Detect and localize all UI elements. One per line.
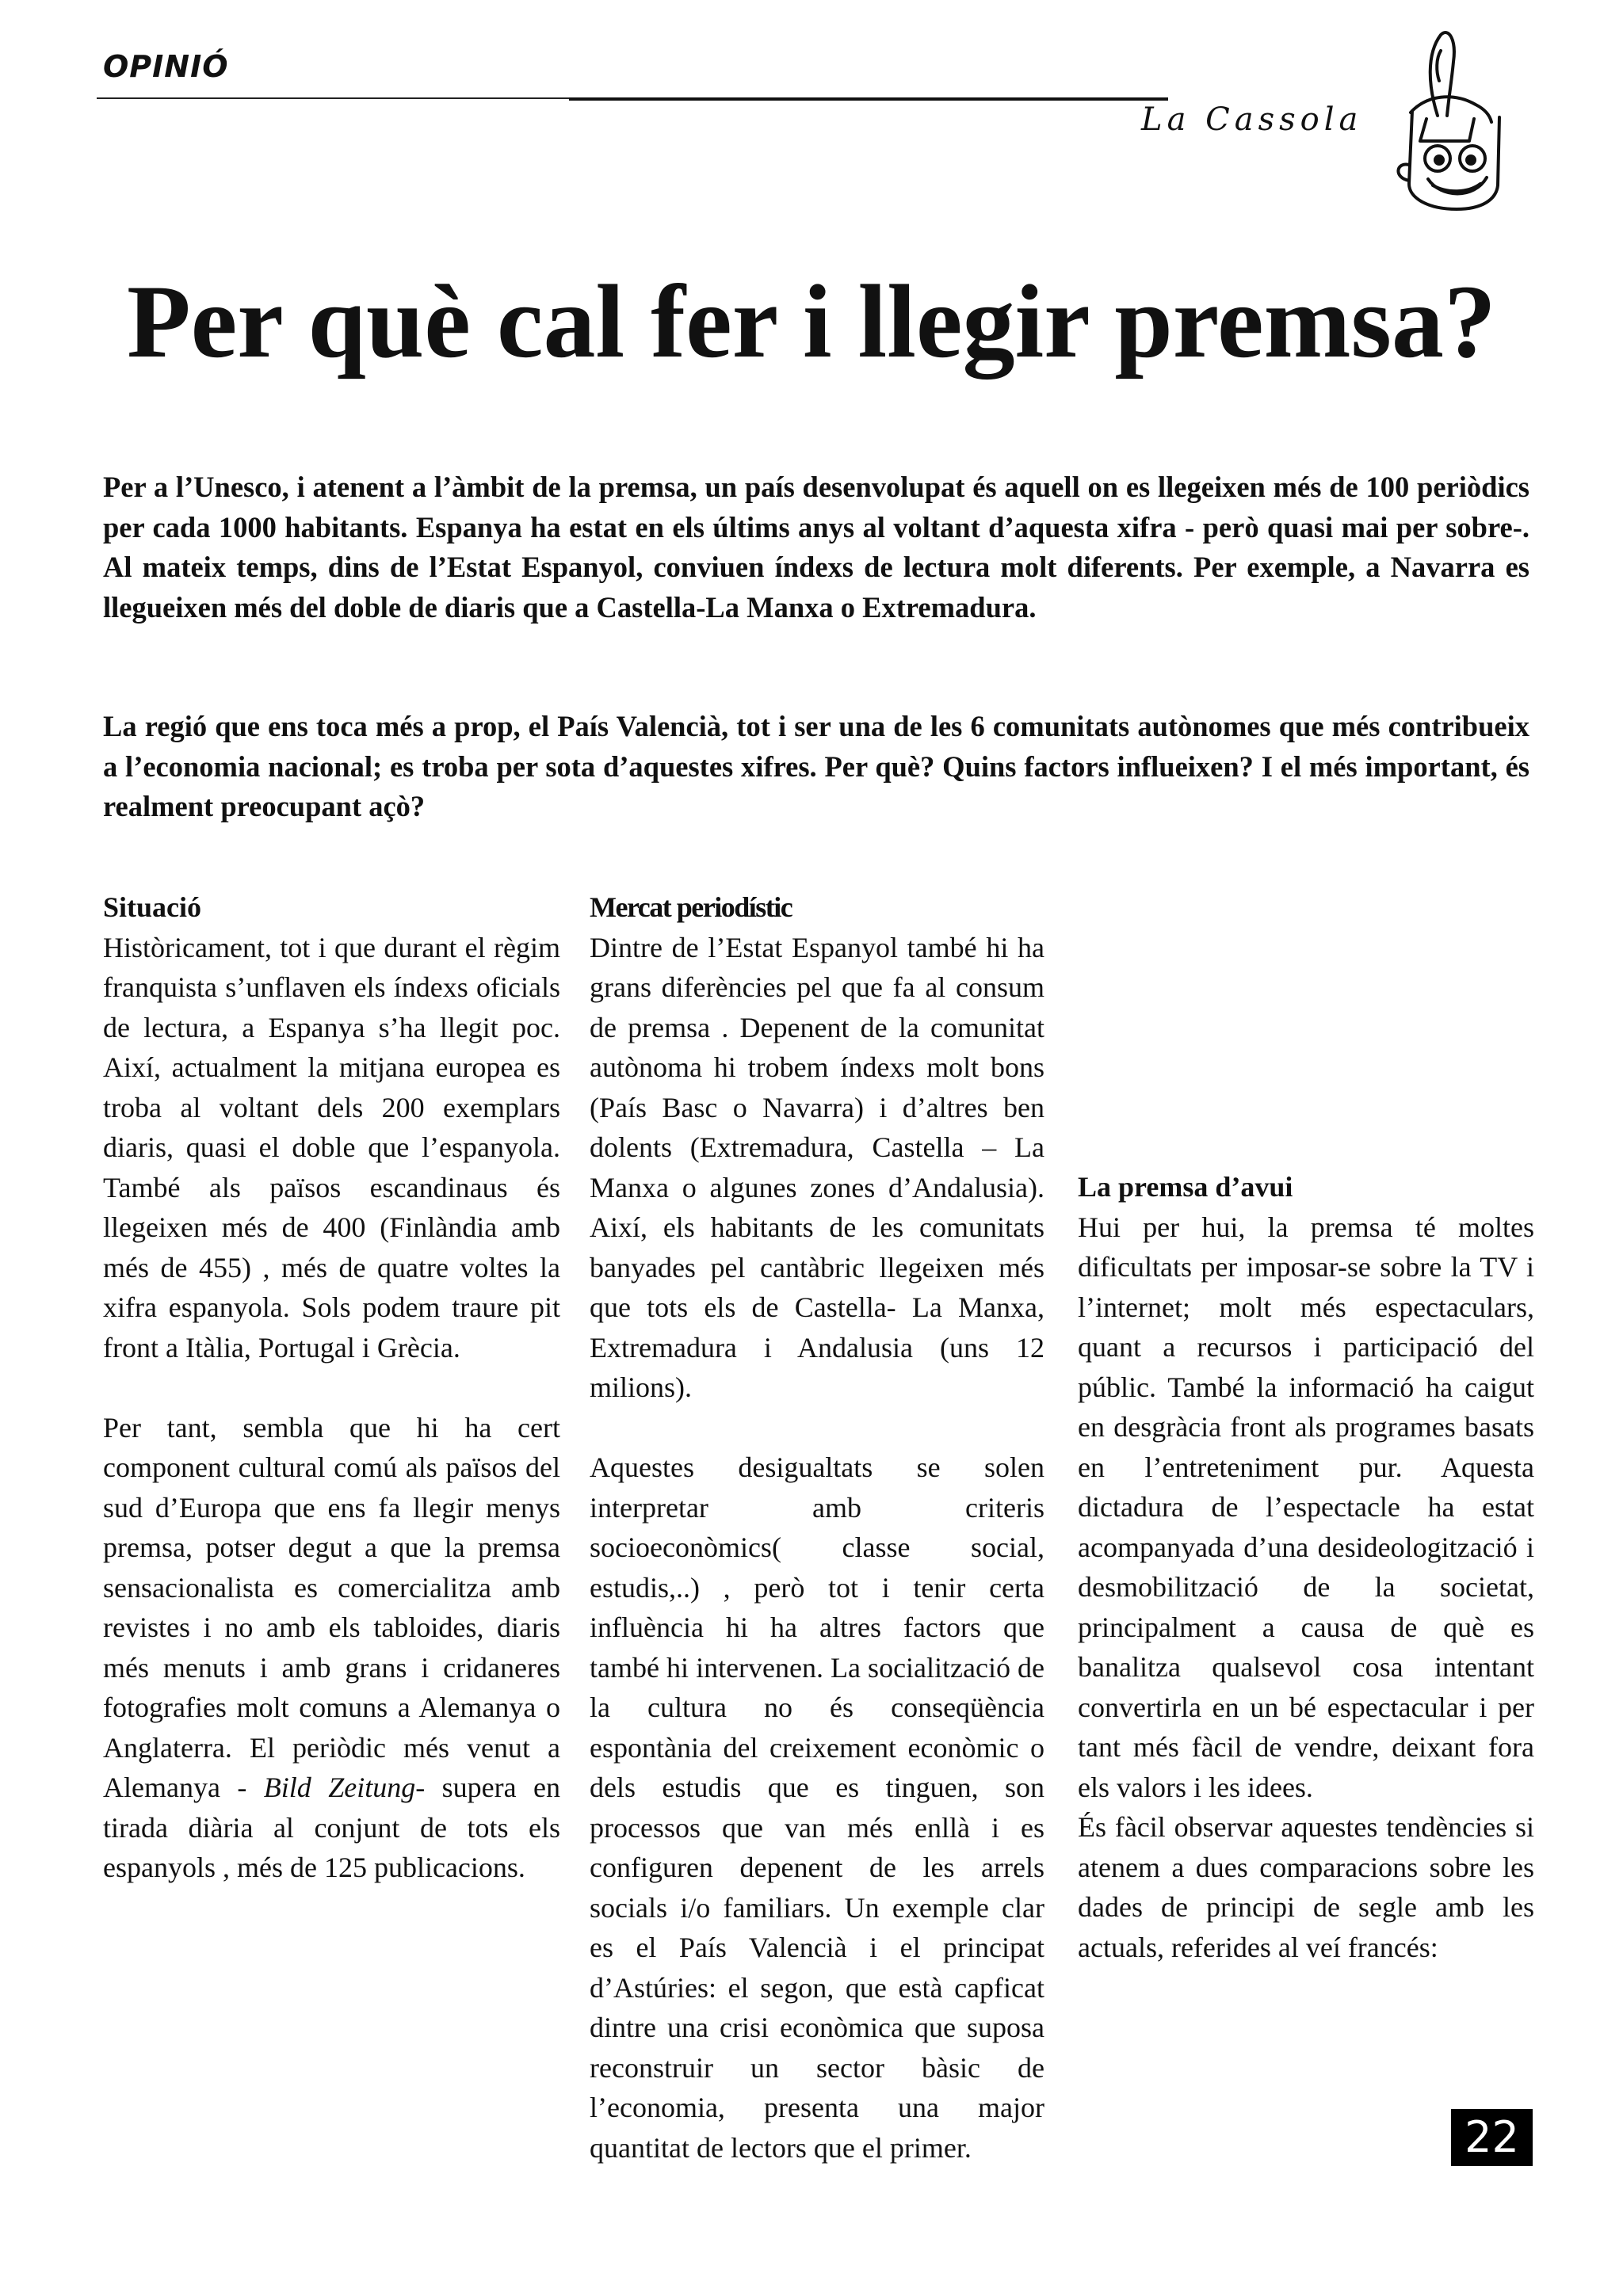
subheading-premsa-avui: La premsa d’avui [1078, 1171, 1293, 1203]
column-continuation-space [1078, 887, 1534, 1167]
body-paragraph: És fàcil observar aquestes tendències si atenem a dues comparacions sobre les dades de principi de segle amb les actuals, referides al veí francés: [1078, 1811, 1534, 1963]
lead-paragraph: Per a l’Unesco, i atenent a l’àmbit de la premsa, un país desenvolupat és aquell on es llegeixen més de 100 periòdics per cada 1000 habitants. Espanya ha estat en els últims anys al voltant d’aquesta xifra - però quasi mai per sobre-. Al mateix temps, dins de l’Estat Espanyol, conviuen índexs de lectura molt diferents. Per exemple, a Navarra es llegueixen més del doble de diaris que a Castella-La Manxa o Extremadura. [103, 471, 1529, 624]
supplement-name: La Cassola [1141, 101, 1363, 138]
page-number: 22 [1451, 2109, 1533, 2166]
paragraph-gap [590, 1408, 1044, 1448]
section-label: OPINIÓ [103, 49, 229, 84]
header-rule-right [569, 97, 1168, 101]
column-3 [1078, 887, 1534, 1967]
body-paragraph: Hui per hui, la premsa té moltes dificultats per imposar-se sobre la TV i l’internet; molt més espectaculars, quant a recursos i participació del públic. També la informació ha caigut en desgràcia front als programes basats en l’entreteniment pur. Aquesta dictadura de l’espectacle ha estat acompanyada d’una desideologització i desmobilització de la societat, principalment a causa de què es banalitza qualsevol cosa intentant convertirla en un bé espectacular i per tant més fàcil de vendre, deixant fora els valors i les idees. [1078, 1211, 1534, 1803]
body-paragraph: Històricament, tot i que durant el règim franquista s’unflaven els índexs oficials de lectura, a Espanya s’ha llegit poc. Així, actualment la mitjana europea es troba al voltant dels 200 exemplars diaris, quasi el doble que l’espanyola. També als països escandinaus és llegeixen més de 400 (Finlàndia amb més de 455) , més de quatre voltes la xifra espanyola. Sols podem traure pit front a Itàlia, Portugal i Grècia. [103, 931, 560, 1363]
subheading-mercat: Mercat periodístic [590, 891, 792, 923]
paragraph-gap [103, 1367, 560, 1408]
newspaper-name: Bild Zeitung [263, 1772, 416, 1803]
header-rule-left [97, 97, 569, 99]
cassola-mascot-icon [1381, 22, 1515, 220]
subheading-situacio: Situació [103, 891, 202, 923]
body-text: - supera en tirada diària al conjunt de tots els espanyols , més de 125 publicacions. [103, 1772, 561, 1883]
article-title: Per què cal fer i llegir premsa? [127, 263, 1496, 379]
column-2 [590, 887, 1044, 2168]
lead-paragraph: La regió que ens toca més a prop, el País Valencià, tot i ser una de les 6 comunitats autònomes que més contribueix a l’economia nacional; es troba per sota d’aquestes xifres. Per què? Quins factors influeixen? I el més important, és realment preocupant açò? [103, 710, 1529, 822]
body-paragraph: Aquestes desigualtats se solen interpretar amb criteris socioeconòmics( classe social, estudis,..) , però tot i tenir certa influència hi ha altres factors que també hi intervenen. La socialització de la cultura no és conseqüència espontània del creixement econòmic o dels estudis que es tinguen, son processos que van més enllà i es configuren depenent de les arrels socials i/o familiars. Un exemple clar es el País Valencià i el principat d’Astúries: el segon, que està capficat dintre una crisi econòmica que suposa reconstruir un sector bàsic de l’economia, presenta una major quantitat de lectors que el primer. [590, 1451, 1044, 2164]
body-text: Per tant, sembla que hi ha cert component cultural comú als països del sud d’Europa que ens fa llegir menys premsa, potser degut a que la premsa sensacionalista es comercialitza amb revistes i no amb els tabloides, diaris més menuts i amb grans i cridaneres fotografies molt comuns a Alemanya o Anglaterra. El periòdic més venut a Alemanya - [103, 1411, 560, 1803]
column-1 [103, 887, 560, 1888]
body-paragraph [103, 1408, 560, 1888]
body-paragraph: Dintre de l’Estat Espanyol també hi ha grans diferències pel que fa al consum de premsa . Depenent de la comunitat autònoma hi trobem índexs molt bons (País Basc o Navarra) i d’altres ben dolents (Extremadura, Castella – La Manxa o algunes zones d’Andalusia). Així, els habitants de les comunitats banyades pel cantàbric llegeixen més que tots els de Castella- La Manxa, Extremadura i Andalusia (uns 12 milions). [590, 931, 1044, 1403]
